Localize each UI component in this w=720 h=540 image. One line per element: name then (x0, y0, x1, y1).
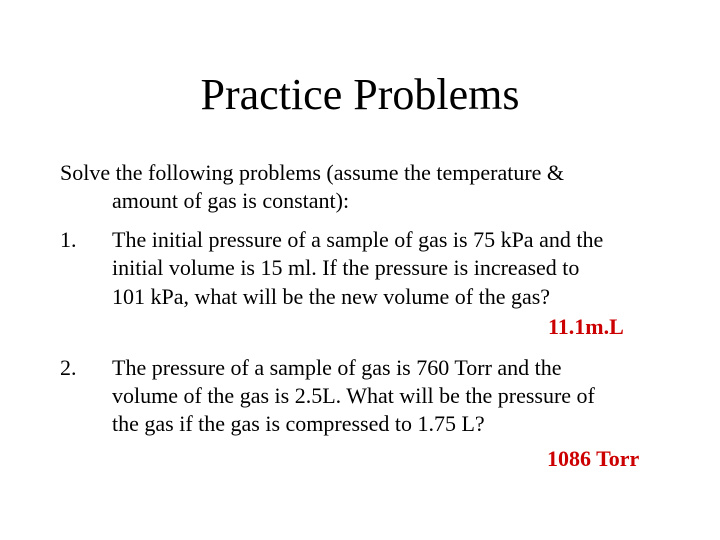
problem-2-line-1: The pressure of a sample of gas is 760 Torr and the (112, 355, 562, 380)
problem-1-answer: 11.1m.L (548, 314, 624, 339)
problem-2-answer: 1086 Torr (547, 446, 640, 471)
slide-body (60, 160, 660, 480)
intro-line-1: Solve the following problems (assume the temperature & (60, 160, 565, 185)
problem-1-line-1: The initial pressure of a sample of gas is 75 kPa and the (112, 227, 604, 252)
problem-2-line-2: volume of the gas is 2.5L. What will be the pressure of (112, 383, 595, 408)
problem-1-line-2: initial volume is 15 ml. If the pressure is increased to (112, 255, 580, 280)
problem-2-number: 2. (60, 355, 77, 380)
slide-title: Practice Problems (200, 70, 520, 119)
problem-1-number: 1. (60, 227, 77, 252)
problem-1-line-3: 101 kPa, what will be the new volume of the gas? (112, 284, 551, 309)
intro-line-2: amount of gas is constant): (112, 188, 350, 213)
problem-2-line-3: the gas if the gas is compressed to 1.75 L? (112, 411, 485, 436)
